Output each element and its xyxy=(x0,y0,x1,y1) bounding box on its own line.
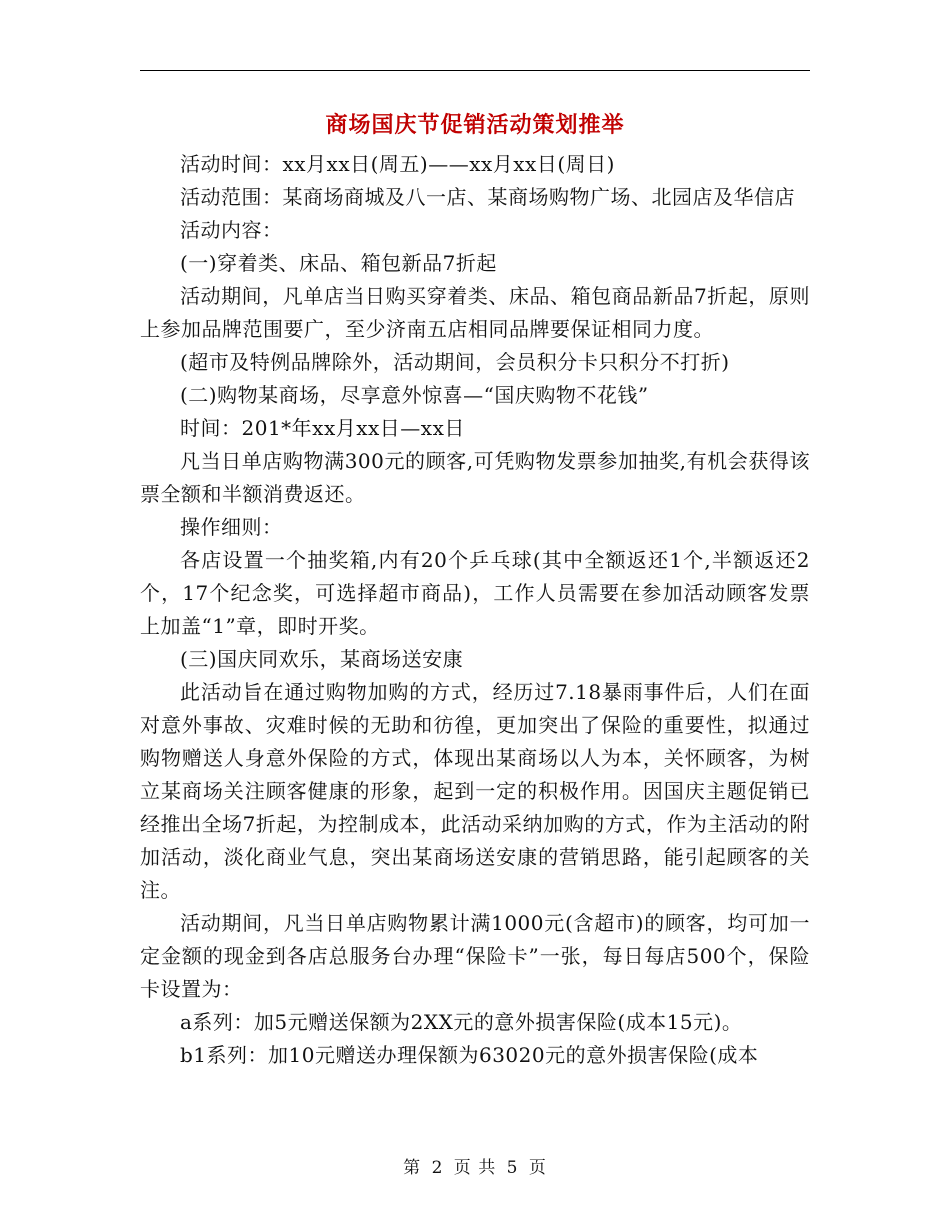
footer-middle: 页 共 xyxy=(453,1158,497,1178)
paragraph: 活动期间，凡当日单店购物累计满1000元(含超市)的顾客，均可加一定金额的现金到各店总服务台办理“保险卡”一张，每日每店500个，保险卡设置为： xyxy=(140,911,810,1001)
paragraph: 凡当日单店购物满300元的顾客,可凭购物发票参加抽奖,有机会获得该票全额和半额消费返还。 xyxy=(140,449,810,506)
section-heading: (一)穿着类、床品、箱包新品7折起 xyxy=(180,251,497,275)
header-rule xyxy=(140,70,810,71)
paragraph: 活动期间，凡单店当日购买穿着类、床品、箱包商品新品7折起，原则上参加品牌范围要广，至少济南五店相同品牌要保证相同力度。 xyxy=(140,284,810,341)
paragraph: 活动内容： xyxy=(180,218,283,242)
footer-page-number: 2 xyxy=(431,1158,444,1178)
footer-suffix: 页 xyxy=(528,1158,547,1178)
paragraph: 时间：201*年xx月xx日—xx日 xyxy=(180,416,465,440)
section-heading: (三)国庆同欢乐，某商场送安康 xyxy=(180,647,464,671)
paragraph: 活动时间：xx月xx日(周五)——xx月xx日(周日) xyxy=(180,152,615,176)
paragraph: 各店设置一个抽奖箱,内有20个乒乓球(其中全额返还1个,半额返还2个，17个纪念奖，可选择超市商品)，工作人员需要在参加活动顾客发票上加盖“1”章，即时开奖。 xyxy=(140,548,810,638)
paragraph: a系列：加5元赠送保额为2XX元的意外损害保险(成本15元)。 xyxy=(180,1010,743,1034)
document-title: 商场国庆节促销活动策划推举 xyxy=(325,113,625,138)
document-body xyxy=(140,148,810,1072)
paragraph: b1系列：加10元赠送办理保额为63020元的意外损害保险(成本 xyxy=(180,1043,759,1067)
paragraph: 此活动旨在通过购物加购的方式，经历过7.18暴雨事件后，人们在面对意外事故、灾难时候的无助和彷徨，更加突出了保险的重要性，拟通过购物赠送人身意外保险的方式，体现出某商场以人为本，关怀顾客，为树立某商场关注顾客健康的形象，起到一定的积极作用。因国庆主题促销已经推出全场7折起，为控制成本，此活动采纳加购的方式，作为主活动的附加活动，淡化商业气息，突出某商场送安康的营销思路，能引起顾客的关注。 xyxy=(140,680,810,902)
section-heading: (二)购物某商场，尽享意外惊喜—“国庆购物不花钱” xyxy=(180,383,649,407)
page-footer xyxy=(0,1153,950,1178)
footer-prefix: 第 xyxy=(403,1158,422,1178)
paragraph: 活动范围：某商场商城及八一店、某商场购物广场、北园店及华信店 xyxy=(180,185,795,209)
paragraph: (超市及特例品牌除外，活动期间，会员积分卡只积分不打折) xyxy=(180,350,730,374)
footer-total-pages: 5 xyxy=(506,1158,519,1178)
paragraph: 操作细则： xyxy=(180,515,283,539)
